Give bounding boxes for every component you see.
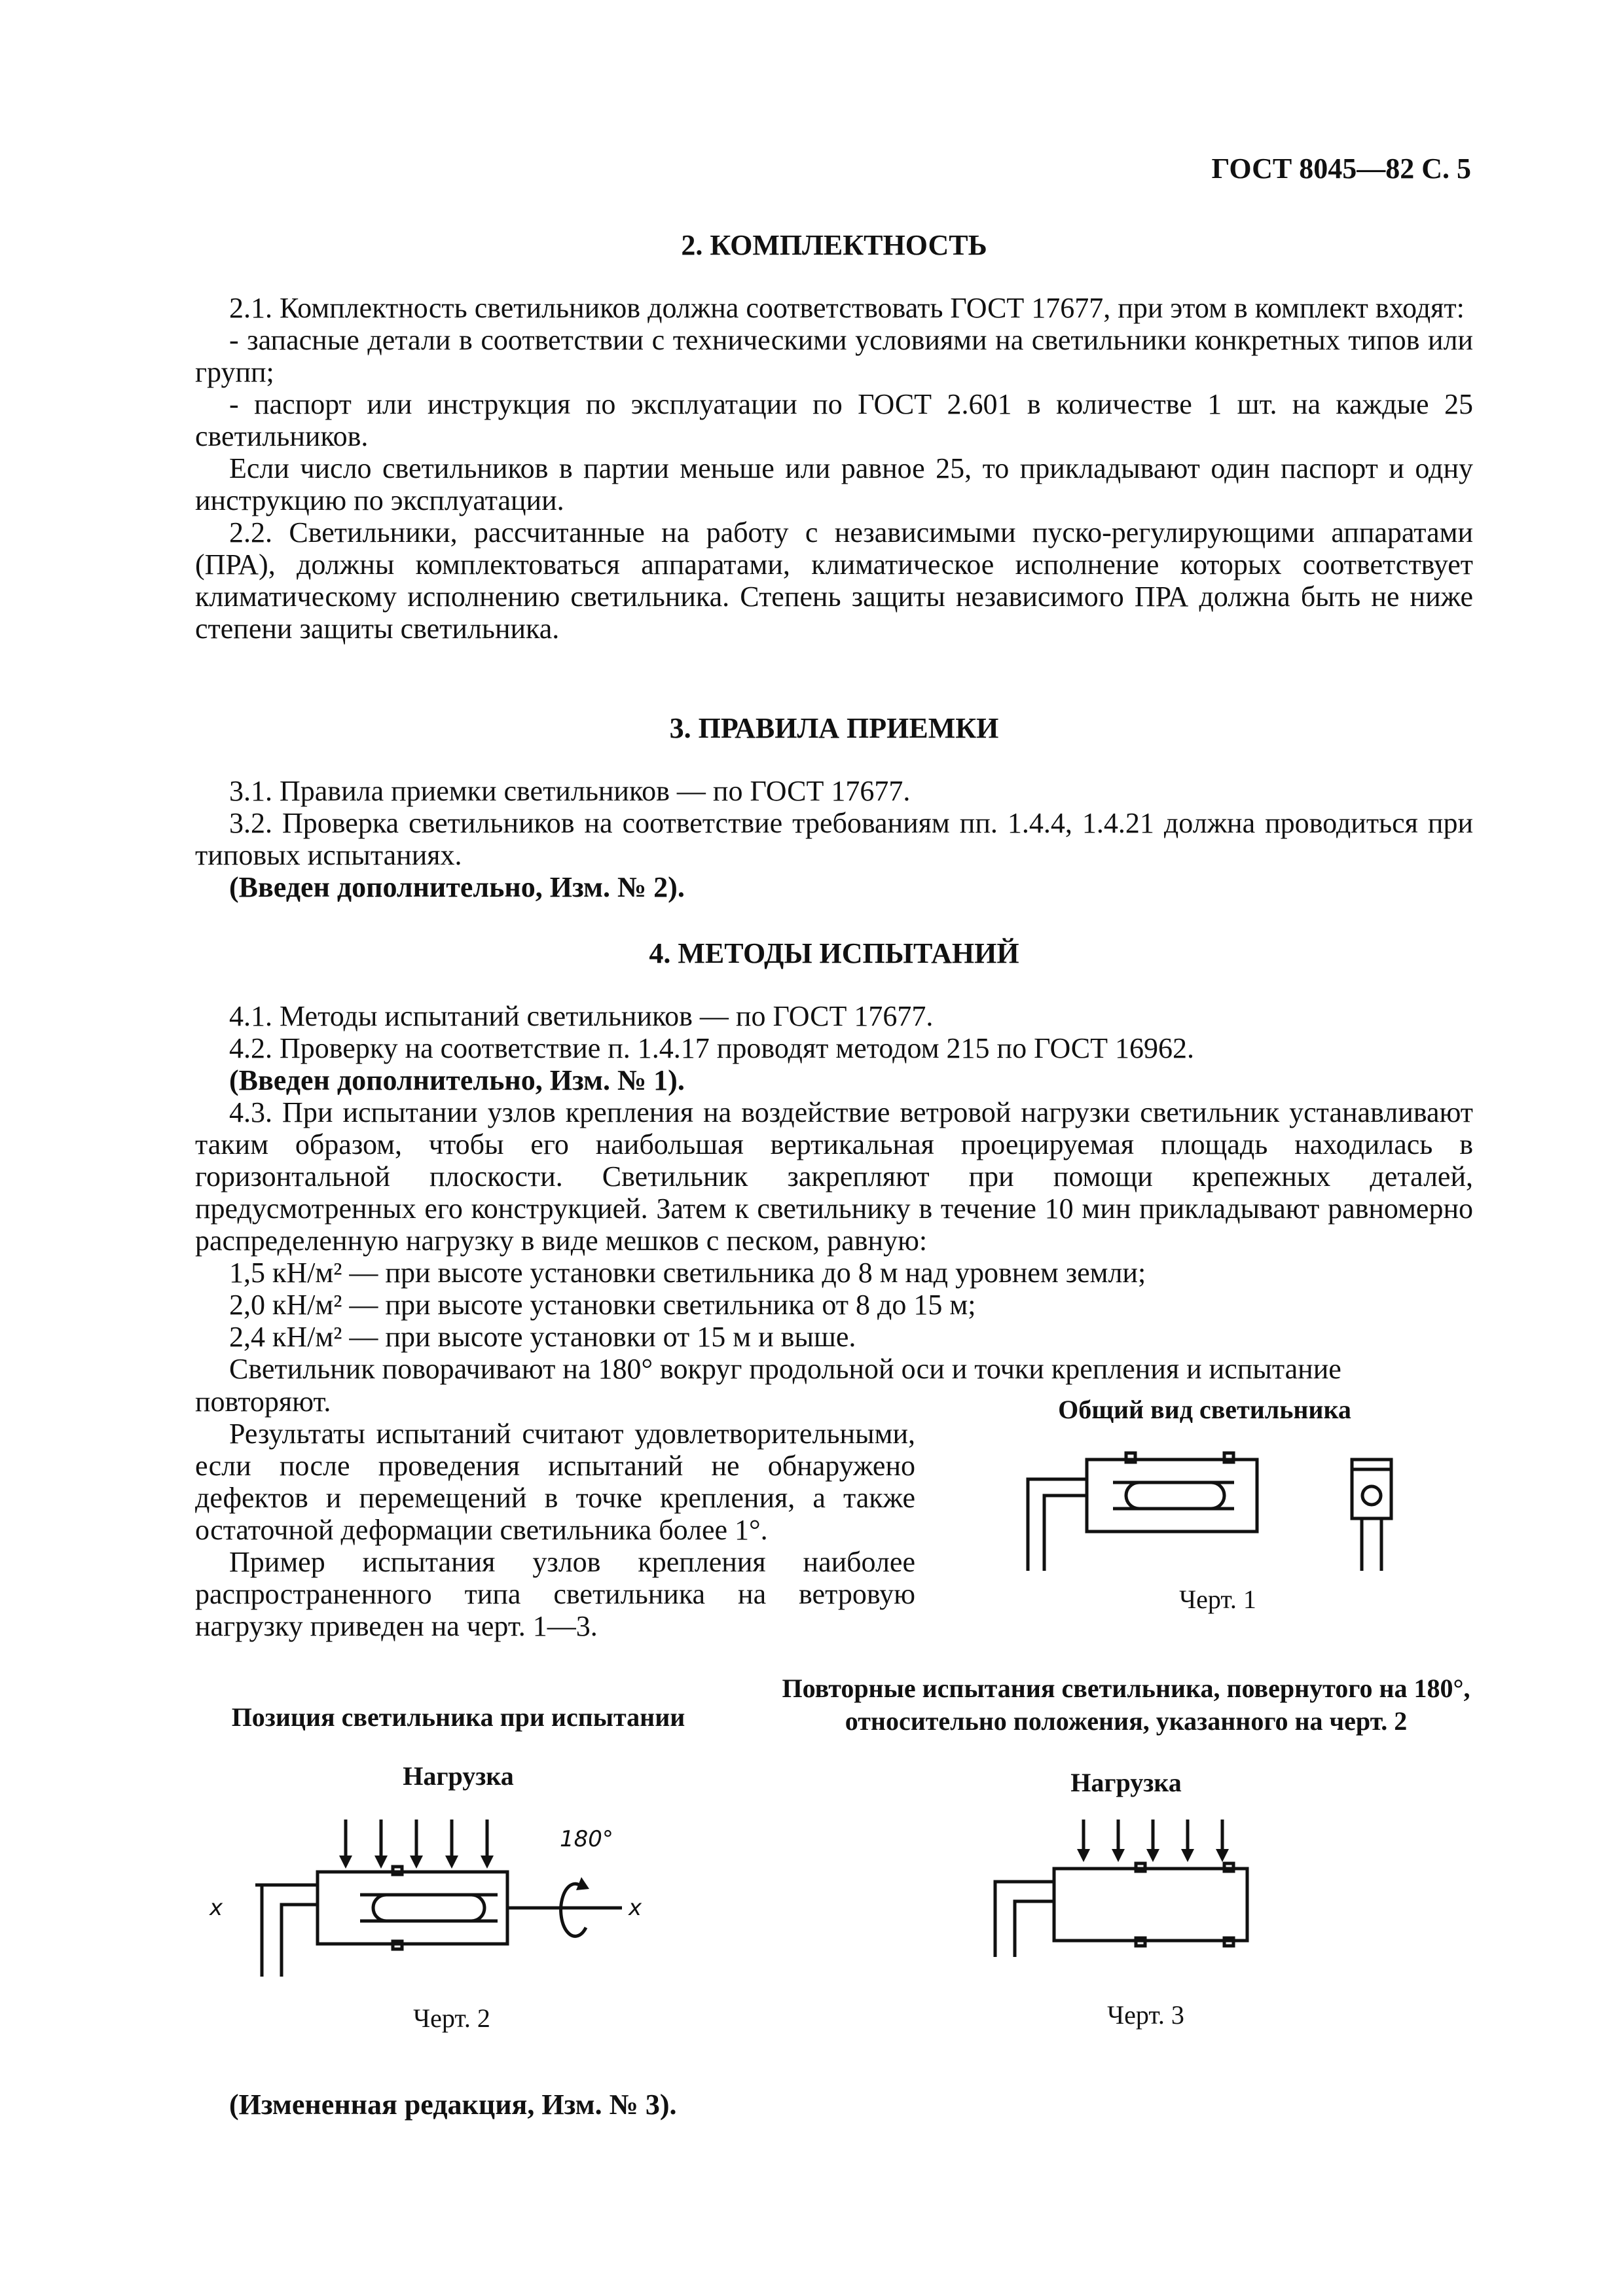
figure-3-load-label: Нагрузка xyxy=(1070,1768,1182,1797)
paragraph: 4.3. При испытании узлов крепления на воздействие ветровой нагрузки светильник устанавливают таким образом, чтобы его наибольшая вертикальная проецируемая площадь находилась в горизонтальной плоскости. Светильник закрепляют при помощи крепежных деталей, предусмотренных его конструкцией. Затем к светильнику в течение 10 мин прикладывают равномерно распределенную нагрузку в виде мешков с песком, равную: xyxy=(195,1096,1473,1257)
section-3-body xyxy=(195,775,1473,903)
figure-3-caption: Черт. 3 xyxy=(1107,2000,1184,2030)
paragraph: 4.2. Проверку на соответствие п. 1.4.17 проводят методом 215 по ГОСТ 16962. xyxy=(229,1032,1194,1064)
paragraph: 2.2. Светильники, рассчитанные на работу с независимыми пуско-регулирующими аппаратами (ПРА), должны комплектоваться аппаратами, климатическое исполнение которых соответствует климатическому исполнению светильника. Степень защиты независимого ПРА должна быть не ниже степени защиты светильника. xyxy=(195,516,1473,645)
axis-label-left: x xyxy=(210,1895,223,1921)
paragraph: 3.1. Правила приемки светильников — по ГОСТ 17677. xyxy=(229,775,911,807)
paragraph: 3.2. Проверка светильников на соответствие требованиям пп. 1.4.4, 1.4.21 должна проводиться при типовых испытаниях. xyxy=(195,807,1473,871)
section-2-title: 2. КОМПЛЕКТНОСТЬ xyxy=(681,229,987,261)
section-4-title: 4. МЕТОДЫ ИСПЫТАНИЙ xyxy=(649,937,1019,969)
list-item: 1,5 кН/м² — при высоте установки светильника до 8 м над уровнем земли; xyxy=(229,1257,1146,1289)
amendment-note: (Введен дополнительно, Изм. № 1). xyxy=(229,1064,685,1096)
list-item: 2,4 кН/м² — при высоте установки от 15 м и выше. xyxy=(229,1321,856,1353)
figure-3-title: Повторные испытания светильника, повернутого на 180°, относительно положения, указанного на черт. 2 xyxy=(782,1674,1470,1736)
paragraph: 4.1. Методы испытаний светильников — по ГОСТ 17677. xyxy=(229,1000,934,1032)
section-4-wrap xyxy=(195,1386,915,1642)
section-4-body xyxy=(195,1000,1473,1385)
figure-2-load-label: Нагрузка xyxy=(403,1761,514,1791)
luminaire-body xyxy=(1087,1460,1257,1532)
page-header: ГОСТ 8045—82 С. 5 xyxy=(1211,152,1471,185)
amendment-note-footer: (Измененная редакция, Изм. № 3). xyxy=(229,2089,677,2121)
figure-1-caption: Черт. 1 xyxy=(1179,1585,1256,1614)
mount-bracket xyxy=(1028,1479,1087,1571)
list-item: 2,0 кН/м² — при высоте установки светильника от 8 до 15 м; xyxy=(229,1289,976,1321)
figure-3-drawing xyxy=(982,1813,1309,1970)
mount-bracket-inner xyxy=(1044,1496,1087,1571)
section-2-body xyxy=(195,292,1473,645)
figure-1-title: Общий вид светильника xyxy=(1058,1395,1351,1424)
section-3-title: 3. ПРАВИЛА ПРИЕМКИ xyxy=(669,712,999,744)
figure-2-title: Позиция светильника при испытании xyxy=(231,1702,685,1732)
luminaire-body xyxy=(1054,1869,1247,1941)
section-2 xyxy=(195,229,1473,261)
paragraph: Если число светильников в партии меньше или равное 25, то прикладывают один паспорт и одну инструкцию по эксплуатации. xyxy=(195,452,1473,516)
load-arrows xyxy=(1077,1820,1229,1862)
load-arrows xyxy=(339,1820,494,1869)
paragraph: 2.1. Комплектность светильников должна соответствовать ГОСТ 17677, при этом в комплект входят: xyxy=(229,292,1465,324)
rotation-angle-label: 180° xyxy=(560,1826,613,1852)
rotation-arrow xyxy=(561,1884,586,1936)
lamp-tube xyxy=(373,1895,484,1921)
figure-2-caption: Черт. 2 xyxy=(413,2003,490,2033)
figure-2-drawing xyxy=(203,1806,727,2003)
paragraph: повторяют. xyxy=(195,1386,331,1418)
paragraph: Результаты испытаний считают удовлетворительными, если после проведения испытаний не обнаружено дефектов и перемещений в точке крепления, а также остаточной деформации светильника более 1°. xyxy=(195,1418,915,1546)
paragraph: - запасные детали в соответствии с техническими условиями на светильники конкретных типов или групп; xyxy=(195,324,1473,388)
lamp-tube xyxy=(1126,1482,1224,1509)
paragraph: - паспорт или инструкция по эксплуатации по ГОСТ 2.601 в количестве 1 шт. на каждые 25 светильников. xyxy=(195,388,1473,452)
luminaire-body xyxy=(318,1872,507,1944)
axis-label-right: x xyxy=(629,1895,642,1921)
amendment-note: (Введен дополнительно, Изм. № 2). xyxy=(229,871,685,903)
paragraph: Светильник поворачивают на 180° вокруг продольной оси и точки крепления и испытание xyxy=(229,1353,1341,1385)
section-3 xyxy=(195,712,1473,744)
figure-1-drawing xyxy=(1008,1440,1401,1590)
section-4 xyxy=(195,937,1473,969)
mount-bracket xyxy=(995,1882,1054,1957)
paragraph: Пример испытания узлов крепления наиболее распространенного типа светильника на ветровую нагрузку приведен на черт. 1—3. xyxy=(195,1546,915,1642)
